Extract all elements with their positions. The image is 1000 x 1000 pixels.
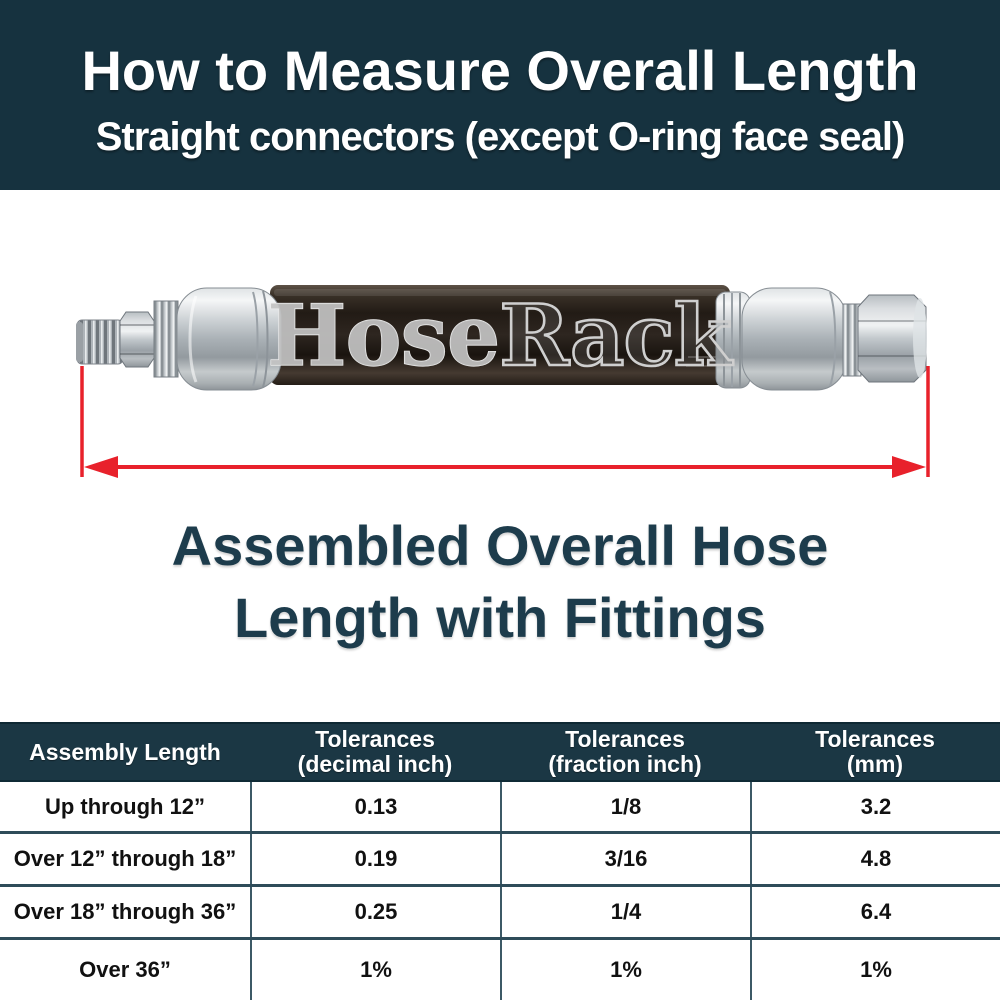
cell-tolerance-fraction: 1/8 xyxy=(500,782,750,831)
table-row xyxy=(0,940,1000,1000)
female-nut xyxy=(843,295,927,382)
cell-tolerance-fraction: 1% xyxy=(500,940,750,1000)
watermark-rack-text: Rack xyxy=(499,286,731,385)
hose-illustration xyxy=(0,200,1000,500)
cell-tolerance-fraction: 3/16 xyxy=(500,834,750,884)
col-header-tolerances-mm: Tolerances (mm) xyxy=(815,726,935,777)
right-ferrule xyxy=(716,288,846,390)
cell-tolerance-fraction: 1/4 xyxy=(500,887,750,937)
cell-assembly-length: Over 36” xyxy=(79,957,171,982)
hose-svg xyxy=(0,200,1000,500)
banner xyxy=(0,0,1000,190)
watermark-hose-text: Hose xyxy=(267,286,500,385)
cell-assembly-length: Up through 12” xyxy=(44,793,206,819)
cell-assembly-length: Over 12” through 18” xyxy=(13,846,237,871)
table-row xyxy=(0,834,1000,887)
table-row xyxy=(0,887,1000,940)
caption xyxy=(0,510,1000,654)
cell-tolerance-decimal: 0.25 xyxy=(250,887,500,937)
cell-tolerance-mm: 6.4 xyxy=(750,887,1000,937)
col-header-tolerances-decimal: Tolerances (decimal inch) xyxy=(297,726,453,777)
col-header-assembly-length: Assembly Length xyxy=(29,738,221,765)
col-header-tolerances-fraction: Tolerances (fraction inch) xyxy=(548,726,702,777)
page-subtitle: Straight connectors (except O-ring face seal) xyxy=(95,115,905,159)
left-ferrule xyxy=(177,288,281,390)
cell-tolerance-decimal: 0.19 xyxy=(250,834,500,884)
watermark xyxy=(267,286,733,385)
table-header-row xyxy=(0,722,1000,782)
cell-tolerance-decimal: 0.13 xyxy=(250,782,500,831)
table-row xyxy=(0,782,1000,834)
tolerances-table xyxy=(0,722,1000,1000)
page-title: How to Measure Overall Length xyxy=(81,39,919,102)
caption-line-1: Assembled Overall Hose xyxy=(171,514,829,577)
cell-tolerance-mm: 3.2 xyxy=(750,782,1000,831)
cell-tolerance-mm: 4.8 xyxy=(750,834,1000,884)
cell-tolerance-decimal: 1% xyxy=(250,940,500,1000)
male-fitting xyxy=(76,301,178,377)
cell-tolerance-mm: 1% xyxy=(750,940,1000,1000)
cell-assembly-length: Over 18” through 36” xyxy=(13,899,237,924)
caption-line-2: Length with Fittings xyxy=(234,586,766,649)
